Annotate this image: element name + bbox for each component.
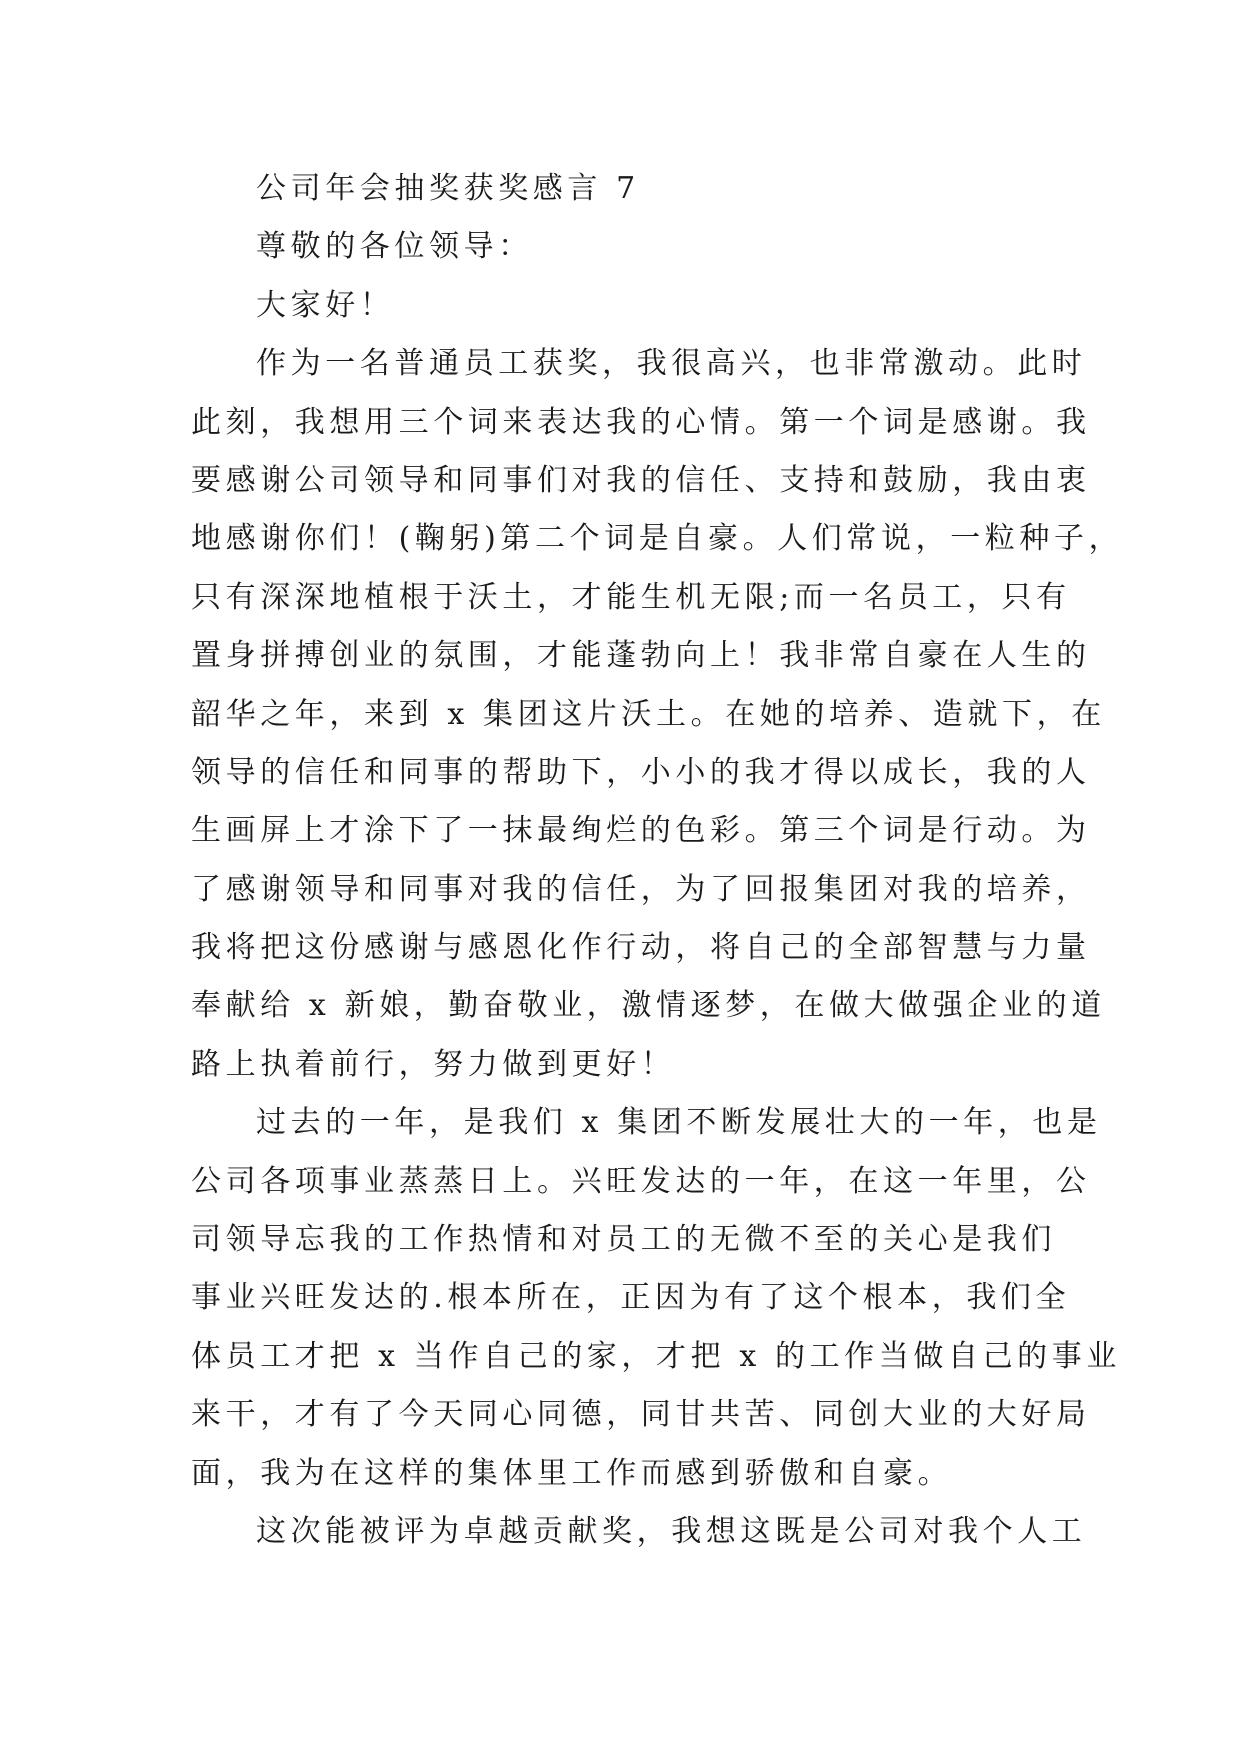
paragraph-line: 公司各项事业蒸蒸日上。兴旺发达的一年，在这一年里，公	[191, 1163, 1091, 1199]
salutation: 尊敬的各位领导：	[256, 229, 533, 265]
paragraph-line: 奉献给 x 新娘，勤奋敬业，激情逐梦，在做大做强企业的道	[191, 988, 1106, 1024]
paragraph-line: 这次能被评为卓越贡献奖，我想这既是公司对我个人工	[256, 1513, 1087, 1549]
paragraph-line: 面，我为在这样的集体里工作而感到骄傲和自豪。	[191, 1455, 953, 1491]
paragraph-line: 了感谢领导和同事对我的信任，为了回报集团对我的培养，	[191, 871, 1091, 907]
paragraph-line: 置身拼搏创业的氛围，才能蓬勃向上！我非常自豪在人生的	[191, 638, 1091, 674]
paragraph-line: 我将把这份感谢与感恩化作行动，将自己的全部智慧与力量	[191, 930, 1091, 966]
paragraph-line: 此刻，我想用三个词来表达我的心情。第一个词是感谢。我	[191, 404, 1091, 440]
paragraph-line: 来干，才有了今天同心同德，同甘共苦、同创大业的大好局	[191, 1397, 1091, 1433]
paragraph-line: 过去的一年，是我们 x 集团不断发展壮大的一年，也是	[256, 1105, 1102, 1141]
paragraph-2	[191, 1094, 1121, 1503]
paragraph-line: 事业兴旺发达的.根本所在，正因为有了这个根本，我们全	[191, 1280, 1071, 1316]
paragraph-line: 只有深深地植根于沃土，才能生机无限;而一名员工，只有	[191, 579, 1071, 615]
paragraph-3	[191, 1503, 1087, 1561]
paragraph-line: 地感谢你们！(鞠躬)第二个词是自豪。人们常说，一粒种子，	[191, 521, 1124, 557]
paragraph-1	[191, 335, 1124, 1094]
paragraph-line: 司领导忘我的工作热情和对员工的无微不至的关心是我们	[191, 1222, 1056, 1258]
paragraph-line: 韶华之年，来到 x 集团这片沃土。在她的培养、造就下，在	[191, 696, 1106, 732]
paragraph-line: 体员工才把 x 当作自己的家，才把 x 的工作当做自己的事业	[191, 1338, 1121, 1374]
document-title: 公司年会抽奖获奖感言 7	[256, 171, 640, 206]
paragraph-line: 生画屏上才涂下了一抹最绚烂的色彩。第三个词是行动。为	[191, 813, 1091, 849]
paragraph-line: 作为一名普通员工获奖，我很高兴，也非常激动。此时	[256, 346, 1087, 382]
greeting: 大家好！	[256, 287, 395, 323]
document-body	[191, 160, 1124, 1561]
paragraph-line: 路上执着前行，努力做到更好！	[191, 1046, 676, 1082]
paragraph-line: 领导的信任和同事的帮助下，小小的我才得以成长，我的人	[191, 754, 1091, 790]
paragraph-line: 要感谢公司领导和同事们对我的信任、支持和鼓励，我由衷	[191, 462, 1091, 498]
